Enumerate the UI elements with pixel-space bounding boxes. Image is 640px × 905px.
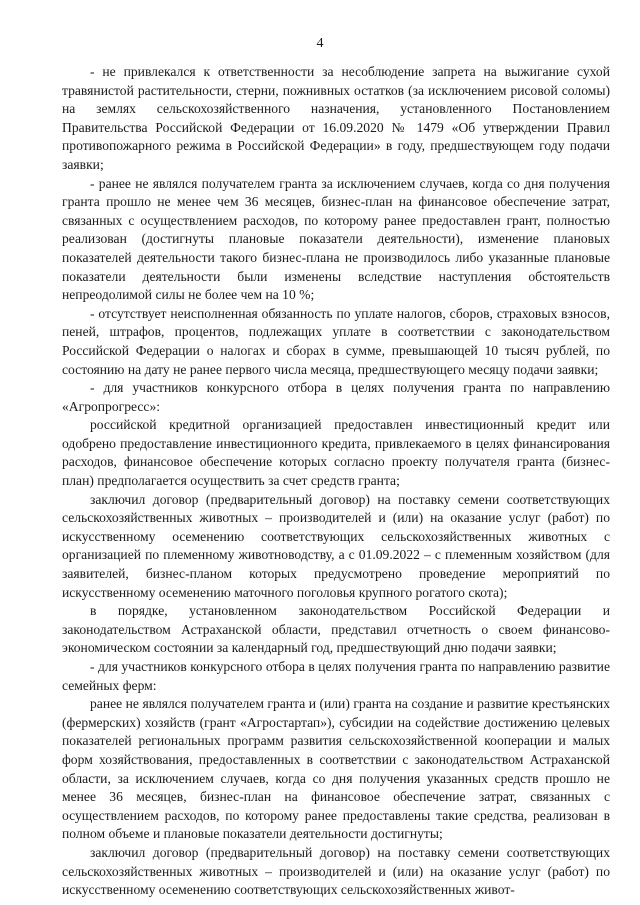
paragraph-family-farms-intro: - для участников конкурсного отбора в целях получения гранта по направлению развитие семейных ферм: (62, 659, 610, 693)
paragraph-no-previous-grant: - ранее не являлся получателем гранта за исключением случаев, когда со дня получения гранта прошло не менее чем 36 месяцев, бизнес-план на финансовое обеспечение затрат, связанных с осуществлением расходов, по которому ранее предоставлен грант, полностью реализован (достигнуты плановые показатели деятельности), изменение плановых показателей деятельности такого бизнес-плана не производилось либо указанные плановые показатели деятельности были изменены вследствие наступления обстоятельств непреодолимой силы не более чем на 10 %; (62, 175, 610, 303)
paragraph-semen-supply-contract-family: заключил договор (предварительный договор) на поставку семени соответствующих сельскохозяйственных животных – производителей и (или) на оказание услуг (работ) по искусственному осеменению соответствующих сельскохозяйственных живот- (62, 844, 610, 898)
paragraph-no-fire-violation: - не привлекался к ответственности за несоблюдение запрета на выжигание сухой травянистой растительности, стерни, пожнивных остатков (за исключением рисовой соломы) на землях сельскохозяйственного назначения, установленного Постановлением Правительства Российской Федерации от 16.09.2020 № 1479 «Об утверждении Правил противопожарного режима в Российской Федерации» в году, предшествующем году подачи заявки; (62, 64, 610, 172)
paragraph-no-tax-debt: - отсутствует неисполненная обязанность по уплате налогов, сборов, страховых взносов, пеней, штрафов, процентов, подлежащих уплате в соответствии с законодательством Российской Федерации о налогах и сборах в сумме, превышающей 10 тысяч рублей, по состоянию на дату не ранее первого числа месяца, предшествующего месяцу подачи заявки; (62, 305, 610, 377)
paragraph-no-previous-agrostartap: ранее не являлся получателем гранта и (или) гранта на создание и развитие крестьянских (фермерских) хозяйств (грант «Агростартап»), субсидии на содействие достижению целевых показателей региональных программ развития сельскохозяйственной кооперации и малых форм хозяйствования, предоставленных в соответствии с законодательством Астраханской области, за исключением случаев, когда со дня получения указанных средств прошло не менее 36 месяцев, бизнес-план на финансовое обеспечение затрат, связанных с осуществлением расходов, по которому ранее предоставлены такие средства, реализован в полном объеме и плановые показатели деятельности достигнуты; (62, 696, 610, 842)
paragraph-agroprogress-intro: - для участников конкурсного отбора в целях получения гранта по направлению «Агропрогресс»: (62, 380, 610, 414)
document-body (62, 63, 610, 900)
paragraph-semen-supply-contract: заключил договор (предварительный договор) на поставку семени соответствующих сельскохозяйственных животных – производителей и (или) на оказание услуг (работ) по искусственному осеменению соответствующих сельскохозяйственных животных с организацией по племенному животноводству, а с 01.09.2022 – с племенным хозяйством (для заявителей, бизнес-планом которых предусмотрено проведение мероприятий по искусственному осеменению маточного поголовья крупного рогатого скота); (62, 491, 610, 600)
paragraph-investment-credit: российской кредитной организацией предоставлен инвестиционный кредит или одобрено предоставление инвестиционного кредита, привлекаемого в целях финансирования расходов, финансовое обеспечение которых согласно проекту получателя гранта (бизнес-план) предполагается осуществить за счет средств гранта; (62, 417, 610, 489)
paragraph-financial-reporting: в порядке, установленном законодательством Российской Федерации и законодательством Астраханской области, представил отчетность о своем финансово-экономическом состоянии за календарный год, предшествующий дню подачи заявки; (62, 603, 610, 656)
page-number: 4 (316, 36, 324, 51)
